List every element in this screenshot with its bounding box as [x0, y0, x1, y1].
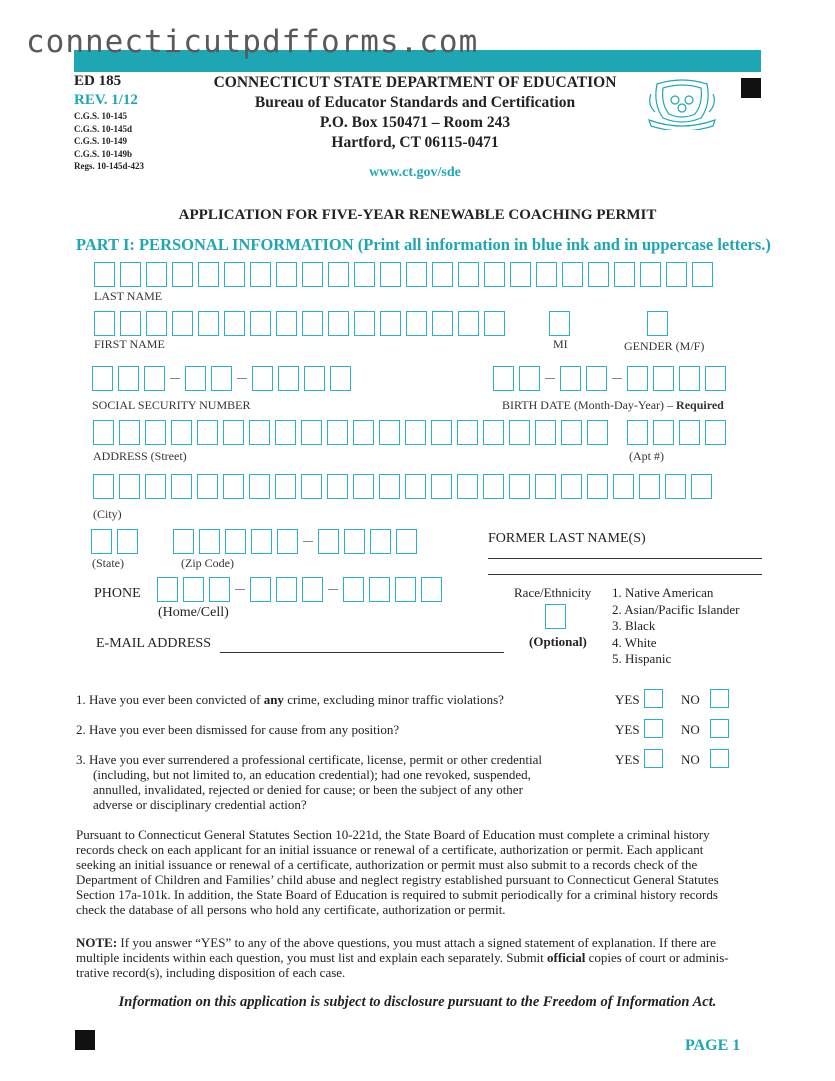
zip-label: (Zip Code) [181, 556, 234, 570]
character-box[interactable] [639, 474, 660, 499]
character-box[interactable] [519, 366, 540, 391]
race-label: Race/Ethnicity [514, 585, 592, 600]
character-box[interactable] [119, 474, 140, 499]
phone-type-label: (Home/Cell) [158, 605, 229, 620]
character-box[interactable] [277, 529, 298, 554]
q2-no-checkbox[interactable] [710, 719, 729, 738]
character-box[interactable] [353, 420, 374, 445]
character-box[interactable] [251, 529, 272, 554]
optional-label: (Optional) [529, 634, 587, 649]
statute-list [74, 110, 144, 173]
character-box[interactable] [561, 420, 582, 445]
character-box[interactable] [250, 577, 271, 602]
zip-field[interactable] [173, 529, 422, 554]
character-box[interactable] [679, 420, 700, 445]
last-name-label: LAST NAME [94, 289, 163, 303]
character-box[interactable] [146, 311, 167, 336]
character-box[interactable] [224, 262, 245, 287]
mi-field[interactable] [549, 311, 575, 336]
character-box[interactable] [117, 529, 138, 554]
character-box[interactable] [301, 474, 322, 499]
character-box[interactable] [431, 420, 452, 445]
character-box[interactable] [185, 366, 206, 391]
character-box[interactable] [91, 529, 112, 554]
character-box[interactable] [405, 474, 426, 499]
character-box[interactable] [209, 577, 230, 602]
separator-dash [328, 577, 338, 602]
mi-label: MI [553, 337, 568, 351]
character-box[interactable] [354, 262, 375, 287]
required-mark: Required [676, 398, 724, 412]
character-box[interactable] [250, 262, 271, 287]
registration-mark [741, 78, 761, 98]
yes-label: YES [615, 722, 640, 737]
character-box[interactable] [276, 577, 297, 602]
character-box[interactable] [93, 474, 114, 499]
character-box[interactable] [549, 311, 570, 336]
character-box[interactable] [457, 474, 478, 499]
character-box[interactable] [613, 474, 634, 499]
race-option: 4. White [612, 634, 657, 650]
last-name-field[interactable] [94, 262, 718, 287]
separator-dash [303, 529, 313, 554]
no-label: NO [681, 722, 700, 737]
character-box[interactable] [302, 262, 323, 287]
character-box[interactable] [653, 366, 674, 391]
character-box[interactable] [679, 366, 700, 391]
city-label: (City) [93, 507, 122, 521]
character-box[interactable] [275, 474, 296, 499]
character-box[interactable] [120, 262, 141, 287]
email-label: E-MAIL ADDRESS [96, 636, 211, 651]
character-box[interactable] [330, 366, 351, 391]
character-box[interactable] [405, 420, 426, 445]
character-box[interactable] [197, 474, 218, 499]
q3-no-checkbox[interactable] [710, 749, 729, 768]
separator-dash [170, 366, 180, 391]
former-name-line[interactable] [488, 558, 762, 559]
character-box[interactable] [705, 420, 726, 445]
bureau-name: Bureau of Educator Standards and Certification [254, 94, 576, 111]
character-box[interactable] [395, 577, 416, 602]
character-box[interactable] [328, 262, 349, 287]
character-box[interactable] [249, 420, 270, 445]
character-box[interactable] [354, 311, 375, 336]
character-box[interactable] [119, 420, 140, 445]
character-box[interactable] [145, 420, 166, 445]
character-box[interactable] [691, 474, 712, 499]
statute-item: C.G.S. 10-145 [74, 111, 128, 121]
no-label: NO [681, 692, 700, 707]
character-box[interactable] [328, 311, 349, 336]
character-box[interactable] [275, 420, 296, 445]
character-box[interactable] [535, 420, 556, 445]
character-box[interactable] [431, 474, 452, 499]
city-address: Hartford, CT 06115-0471 [331, 134, 499, 151]
website-link[interactable]: www.ct.gov/sde [369, 165, 461, 180]
character-box[interactable] [276, 311, 297, 336]
character-box[interactable] [380, 311, 401, 336]
character-box[interactable] [276, 262, 297, 287]
no-label: NO [681, 752, 700, 767]
character-box[interactable] [172, 262, 193, 287]
ssn-label: SOCIAL SECURITY NUMBER [92, 398, 251, 412]
character-box[interactable] [353, 474, 374, 499]
state-seal-icon [645, 74, 719, 135]
address-label: ADDRESS (Street) [93, 449, 187, 463]
race-field[interactable] [545, 604, 566, 629]
character-box[interactable] [432, 262, 453, 287]
separator-dash [545, 366, 555, 391]
statute-item: Regs. 10-145d-423 [74, 161, 144, 171]
character-box[interactable] [380, 262, 401, 287]
character-box[interactable] [627, 366, 648, 391]
character-box[interactable] [509, 474, 530, 499]
phone-label: PHONE [94, 586, 141, 601]
character-box[interactable] [561, 474, 582, 499]
character-box[interactable] [535, 474, 556, 499]
registration-mark [75, 1030, 95, 1050]
character-box[interactable] [172, 311, 193, 336]
state-field[interactable] [91, 529, 143, 554]
email-field[interactable] [220, 652, 504, 653]
q1-yes-checkbox[interactable] [644, 689, 663, 708]
race-option: 2. Asian/Pacific Islander [612, 601, 740, 617]
character-box[interactable] [536, 262, 557, 287]
race-option: 1. Native American [612, 585, 714, 600]
character-box[interactable] [458, 262, 479, 287]
character-box[interactable] [94, 311, 115, 336]
character-box[interactable] [483, 420, 504, 445]
question-3: 3. Have you ever surrendered a professional certificate, license, permit or other credential (including, but not limited to, an education credential); had one revoked, suspended, annulled, invalidated, rejected or denied for cause; or been the subject of any other adverse or disciplinary credential action? [76, 752, 542, 812]
character-box[interactable] [666, 262, 687, 287]
former-names-label: FORMER LAST NAME(S) [488, 531, 646, 546]
character-box[interactable] [249, 474, 270, 499]
state-label: (State) [92, 556, 124, 570]
character-box[interactable] [406, 262, 427, 287]
character-box[interactable] [627, 420, 648, 445]
yes-label: YES [615, 752, 640, 767]
character-box[interactable] [171, 474, 192, 499]
character-box[interactable] [483, 474, 504, 499]
character-box[interactable] [560, 366, 581, 391]
yes-label: YES [615, 692, 640, 707]
character-box[interactable] [370, 529, 391, 554]
character-box[interactable] [197, 420, 218, 445]
character-box[interactable] [318, 529, 339, 554]
first-name-field[interactable] [94, 311, 510, 336]
character-box[interactable] [396, 529, 417, 554]
character-box[interactable] [252, 366, 273, 391]
department-header [190, 73, 640, 153]
character-box[interactable] [457, 420, 478, 445]
character-box[interactable] [640, 262, 661, 287]
statute-item: C.G.S. 10-145d [74, 123, 133, 134]
former-name-line[interactable] [488, 574, 762, 575]
character-box[interactable] [344, 529, 365, 554]
character-box[interactable] [406, 311, 427, 336]
character-box[interactable] [198, 311, 219, 336]
first-name-label: FIRST NAME [94, 337, 165, 351]
gender-field[interactable] [647, 311, 673, 336]
department-name: CONNECTICUT STATE DEPARTMENT OF EDUCATION [213, 74, 617, 91]
phone-field[interactable] [157, 577, 447, 602]
separator-dash [237, 366, 247, 391]
character-box[interactable] [199, 529, 220, 554]
character-box[interactable] [432, 311, 453, 336]
character-box[interactable] [493, 366, 514, 391]
q2-yes-checkbox[interactable] [644, 719, 663, 738]
statute-item: C.G.S. 10-149b [74, 148, 133, 159]
ssn-field[interactable] [92, 366, 356, 391]
page-number: PAGE 1 [685, 1037, 741, 1054]
separator-dash [612, 366, 622, 391]
character-box[interactable] [224, 311, 245, 336]
character-box[interactable] [587, 420, 608, 445]
character-box[interactable] [692, 262, 713, 287]
form-title: APPLICATION FOR FIVE-YEAR RENEWABLE COACHING PERMIT [178, 207, 657, 223]
character-box[interactable] [304, 366, 325, 391]
part1-heading: PART I: PERSONAL INFORMATION (Print all information in blue ink and in uppercase letters.) [76, 235, 771, 254]
race-option: 3. Black [612, 618, 656, 633]
race-options [612, 585, 739, 668]
character-box[interactable] [93, 420, 114, 445]
character-box[interactable] [647, 311, 668, 336]
watermark: connecticutpdfforms.com [26, 24, 479, 60]
character-box[interactable] [225, 529, 246, 554]
character-box[interactable] [379, 474, 400, 499]
character-box[interactable] [94, 262, 115, 287]
character-box[interactable] [369, 577, 390, 602]
birth-date-field[interactable] [493, 366, 731, 391]
character-box[interactable] [421, 577, 442, 602]
question-1: 1. Have you ever been convicted of any crime, excluding minor traffic violations? [76, 692, 504, 707]
character-box[interactable] [223, 420, 244, 445]
character-box[interactable] [120, 311, 141, 336]
po-box: P.O. Box 150471 – Room 243 [319, 114, 511, 131]
form-id: ED 185 [74, 73, 122, 89]
character-box[interactable] [458, 311, 479, 336]
character-box[interactable] [145, 474, 166, 499]
character-box[interactable] [705, 366, 726, 391]
character-box[interactable] [587, 474, 608, 499]
statute-item: C.G.S. 10-149 [74, 136, 128, 146]
character-box[interactable] [665, 474, 686, 499]
character-box[interactable] [614, 262, 635, 287]
city-field[interactable] [93, 474, 717, 499]
character-box[interactable] [379, 420, 400, 445]
revision: REV. 1/12 [74, 92, 138, 108]
character-box[interactable] [198, 262, 219, 287]
character-box[interactable] [92, 366, 113, 391]
character-box[interactable] [223, 474, 244, 499]
character-box[interactable] [301, 420, 322, 445]
criminal-check-paragraph: Pursuant to Connecticut General Statutes Section 10-221d, the State Board of Education must complete a criminal history records check on each applicant for an initial issuance or renewal of a certificate, authorization or permit. Each applicant seeking an initial issuance or renewal of a certificate, authorization or permit must also submit to a records check of the Department of Children and Families’ child abuse and neglect registry established pursuant to Connecticut General Statutes Section 17a-101k. In addition, the State Board of Education is required to submit periodically for a criminal history records check the database of all persons who hold any certificate, authorization or permit. [76, 827, 719, 917]
race-option: 5. Hispanic [612, 651, 672, 666]
character-box[interactable] [588, 262, 609, 287]
foi-notice: Information on this application is subject to disclosure pursuant to the Freedom of Information Act. [118, 994, 717, 1010]
character-box[interactable] [302, 311, 323, 336]
character-box[interactable] [211, 366, 232, 391]
gender-label: GENDER (M/F) [624, 339, 705, 353]
character-box[interactable] [343, 577, 364, 602]
character-box[interactable] [327, 474, 348, 499]
character-box[interactable] [653, 420, 674, 445]
q3-yes-checkbox[interactable] [644, 749, 663, 768]
character-box[interactable] [173, 529, 194, 554]
note-paragraph: NOTE: If you answer “YES” to any of the above questions, you must attach a signed statement of explanation. If there are multiple incidents within each question, you must list and explain each separately. Submit official copies of court or adminis- trative record(s), including disposition of each case. [76, 935, 729, 980]
character-box[interactable] [157, 577, 178, 602]
character-box[interactable] [484, 262, 505, 287]
character-box[interactable] [510, 262, 531, 287]
apt-label: (Apt #) [629, 449, 664, 463]
character-box[interactable] [278, 366, 299, 391]
address-street-field[interactable] [93, 420, 613, 445]
character-box[interactable] [586, 366, 607, 391]
q1-no-checkbox[interactable] [710, 689, 729, 708]
character-box[interactable] [183, 577, 204, 602]
character-box[interactable] [484, 311, 505, 336]
birth-date-label: BIRTH DATE (Month-Day-Year) – Required [502, 398, 724, 412]
character-box[interactable] [327, 420, 348, 445]
character-box[interactable] [509, 420, 530, 445]
character-box[interactable] [146, 262, 167, 287]
character-box[interactable] [562, 262, 583, 287]
character-box[interactable] [302, 577, 323, 602]
character-box[interactable] [250, 311, 271, 336]
character-box[interactable] [118, 366, 139, 391]
question-2: 2. Have you ever been dismissed for cause from any position? [76, 722, 400, 737]
character-box[interactable] [171, 420, 192, 445]
character-box[interactable] [144, 366, 165, 391]
apt-field[interactable] [627, 420, 731, 445]
separator-dash [235, 577, 245, 602]
